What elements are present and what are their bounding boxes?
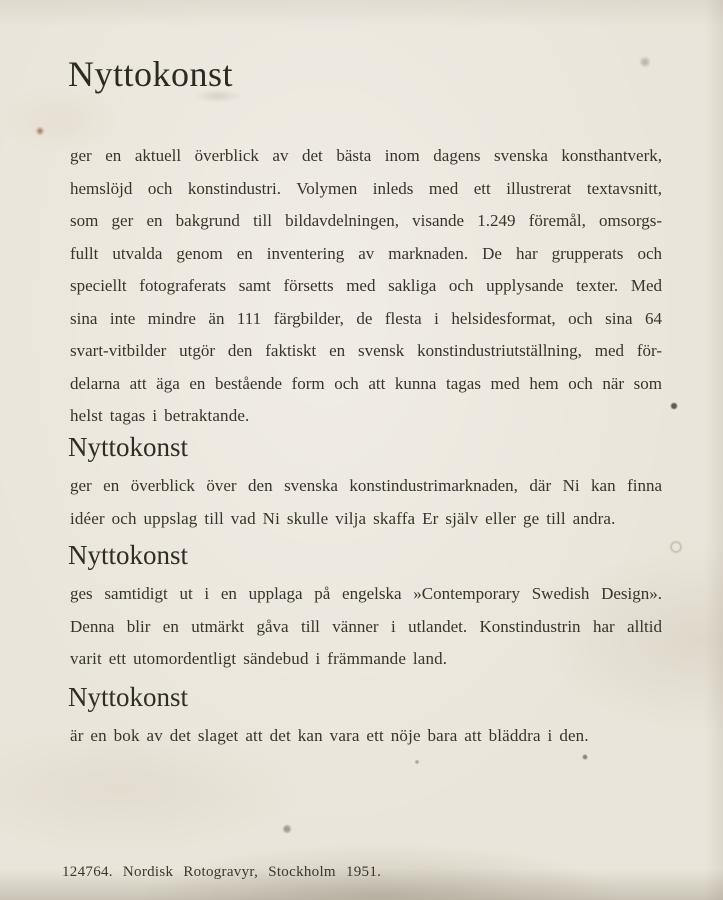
- intro-paragraph: [70, 140, 662, 433]
- text-line: speciellt fotograferats samt försetts med sakliga och upplysande texter. Med: [70, 276, 662, 295]
- section-heading: Nyttokonst: [68, 682, 189, 712]
- section-paragraph: [70, 578, 662, 676]
- section-heading: Nyttokonst: [68, 540, 189, 570]
- text-line: hemslöjd och konstindustri. Volymen inleds med ett illustrerat textavsnitt,: [70, 178, 662, 198]
- text-line: är en bok av det slaget att det kan vara ett nöje bara att bläddra i den.: [70, 726, 589, 745]
- text-line: ger en aktuell överblick av det bästa inom dagens svenska konsthantverk,: [70, 146, 662, 165]
- text-line: delarna att äga en bestående form och att kunna tagas med hem och när som: [70, 373, 662, 393]
- text-line: helst tagas i betraktande.: [70, 406, 250, 425]
- text-line: varit ett utomordentligt sändebud i främmande land.: [70, 649, 448, 668]
- section-paragraph: [70, 470, 662, 535]
- text-line: sina inte mindre än 111 färgbilder, de flesta i helsidesformat, och sina 64: [70, 308, 662, 328]
- text-line: Denna blir en utmärkt gåva till vänner i utlandet. Konstindustrin har alltid: [70, 616, 662, 636]
- text-line: ges samtidigt ut i en upplaga på engelska »Contemporary Swedish Design».: [70, 584, 662, 603]
- text-line: svart-vitbilder utgör den faktiskt en svensk konstindustriutställning, med för-: [70, 341, 662, 360]
- section-paragraph: [70, 720, 662, 753]
- text-line: som ger en bakgrund till bildavdelningen, visande 1.249 föremål, omsorgs-: [70, 211, 662, 230]
- printer-imprint: 124764. Nordisk Rotogravyr, Stockholm 1951.: [62, 864, 382, 880]
- text-line: ger en överblick över den svenska konstindustrimarknaden, där Ni kan finna: [70, 476, 662, 495]
- section-heading: Nyttokonst: [68, 432, 189, 462]
- page-title: Nyttokonst: [68, 54, 234, 94]
- text-line: idéer och uppslag till vad Ni skulle vilja skaffa Er själv eller ge till andra.: [70, 508, 616, 528]
- text-line: fullt utvalda genom en inventering av marknaden. De har grupperats och: [70, 243, 662, 263]
